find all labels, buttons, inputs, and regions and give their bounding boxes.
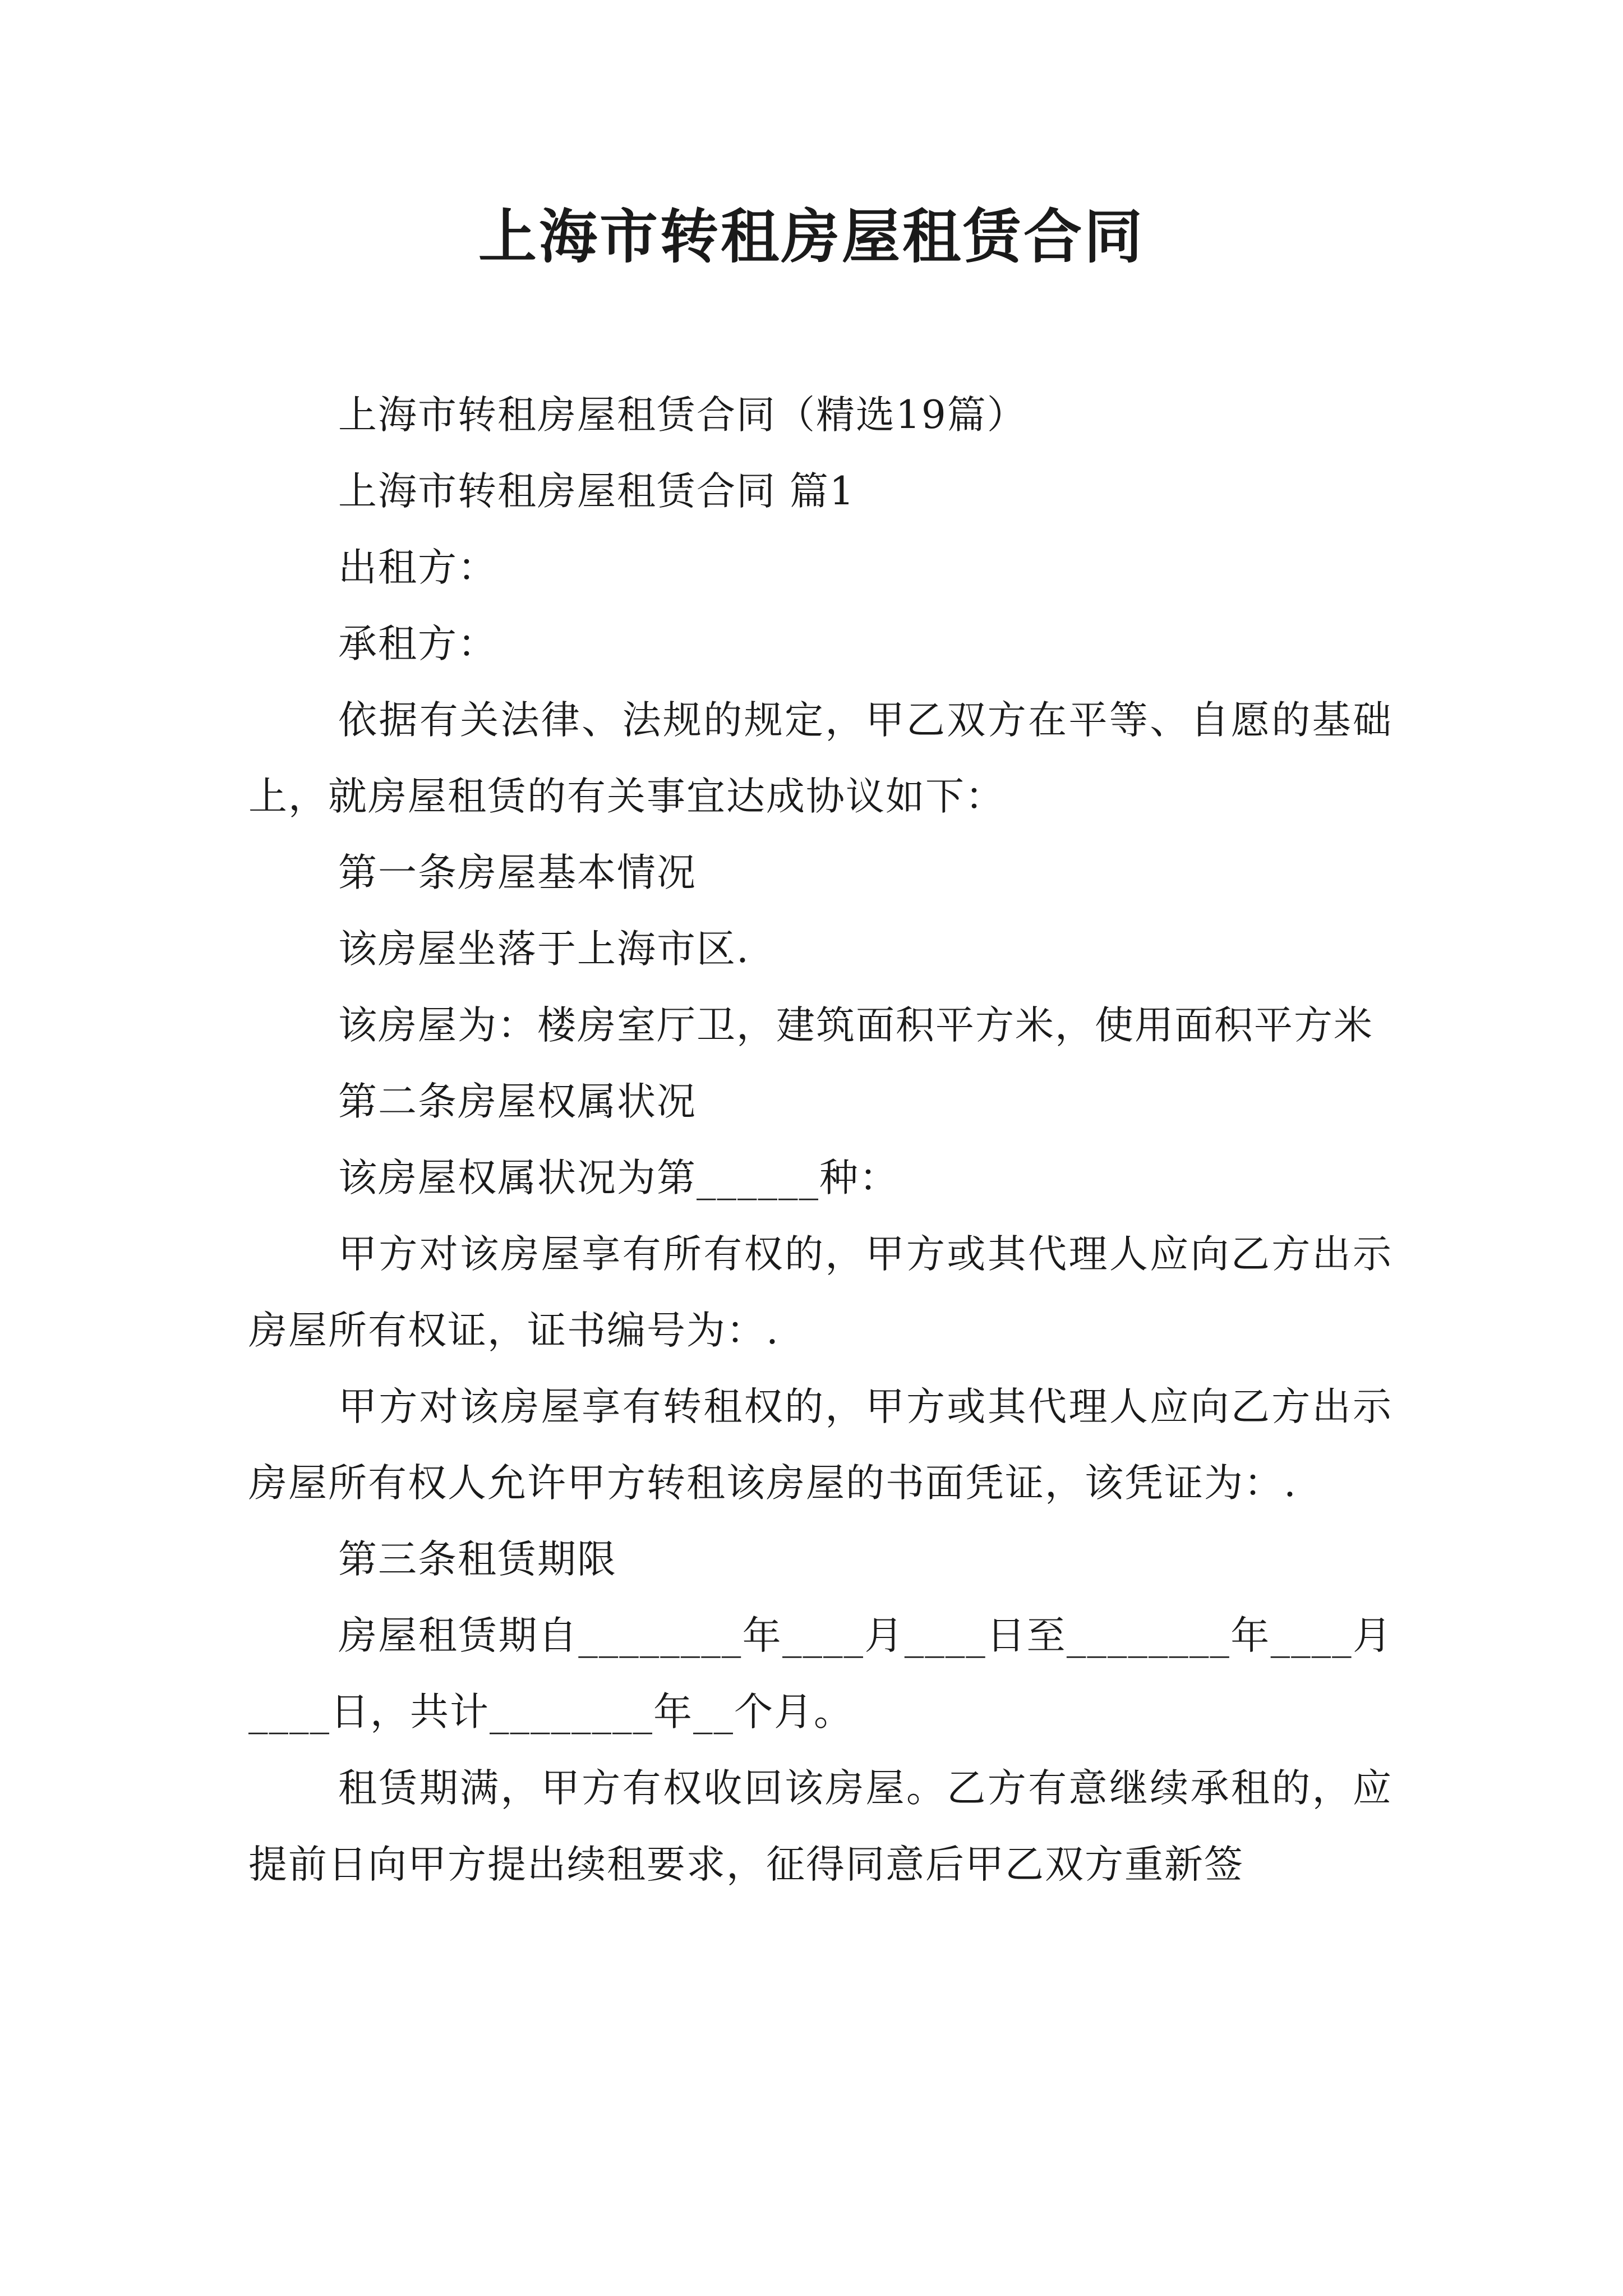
paragraph-sublease-right: 甲方对该房屋享有转租权的，甲方或其代理人应向乙方出示房屋所有权人允许甲方转租该房屋的书面凭证，该凭证为：. xyxy=(248,1384,1393,1506)
document-body xyxy=(248,377,1393,1903)
paragraph-location: 该房屋坐落于上海市区. xyxy=(338,927,750,972)
paragraph-article-3-heading: 第三条租赁期限 xyxy=(338,1537,617,1582)
paragraph-lessor: 出租方： xyxy=(338,545,497,590)
paragraph-lease-period: 房屋租赁期自________年____月____日至________年____月____日，共计________年__个月。 xyxy=(248,1613,1393,1734)
paragraph-article-2-heading: 第二条房屋权属状况 xyxy=(338,1079,697,1124)
paragraph-chapter-heading: 上海市转租房屋租赁合同 篇1 xyxy=(338,469,855,514)
paragraph-collection-heading: 上海市转租房屋租赁合同（精选19篇） xyxy=(338,393,1027,438)
paragraph-preamble: 依据有关法律、法规的规定，甲乙双方在平等、自愿的基础上，就房屋租赁的有关事宜达成协议如下： xyxy=(248,698,1393,819)
paragraph-ownership-certificate: 甲方对该房屋享有所有权的，甲方或其代理人应向乙方出示房屋所有权证，证书编号为：. xyxy=(248,1232,1393,1353)
paragraph-article-1-heading: 第一条房屋基本情况 xyxy=(338,850,697,895)
paragraph-ownership-type: 该房屋权属状况为第______种： xyxy=(338,1156,899,1200)
document-title: 上海市转租房屋租赁合同 xyxy=(478,202,1145,271)
paragraph-house-area: 该房屋为：楼房室厅卫，建筑面积平方米，使用面积平方米 xyxy=(338,1003,1373,1048)
paragraph-lessee: 承租方： xyxy=(338,622,497,666)
paragraph-lease-renewal: 租赁期满，甲方有权收回该房屋。乙方有意继续承租的，应提前日向甲方提出续租要求，征得同意后甲乙双方重新签 xyxy=(248,1766,1393,1887)
